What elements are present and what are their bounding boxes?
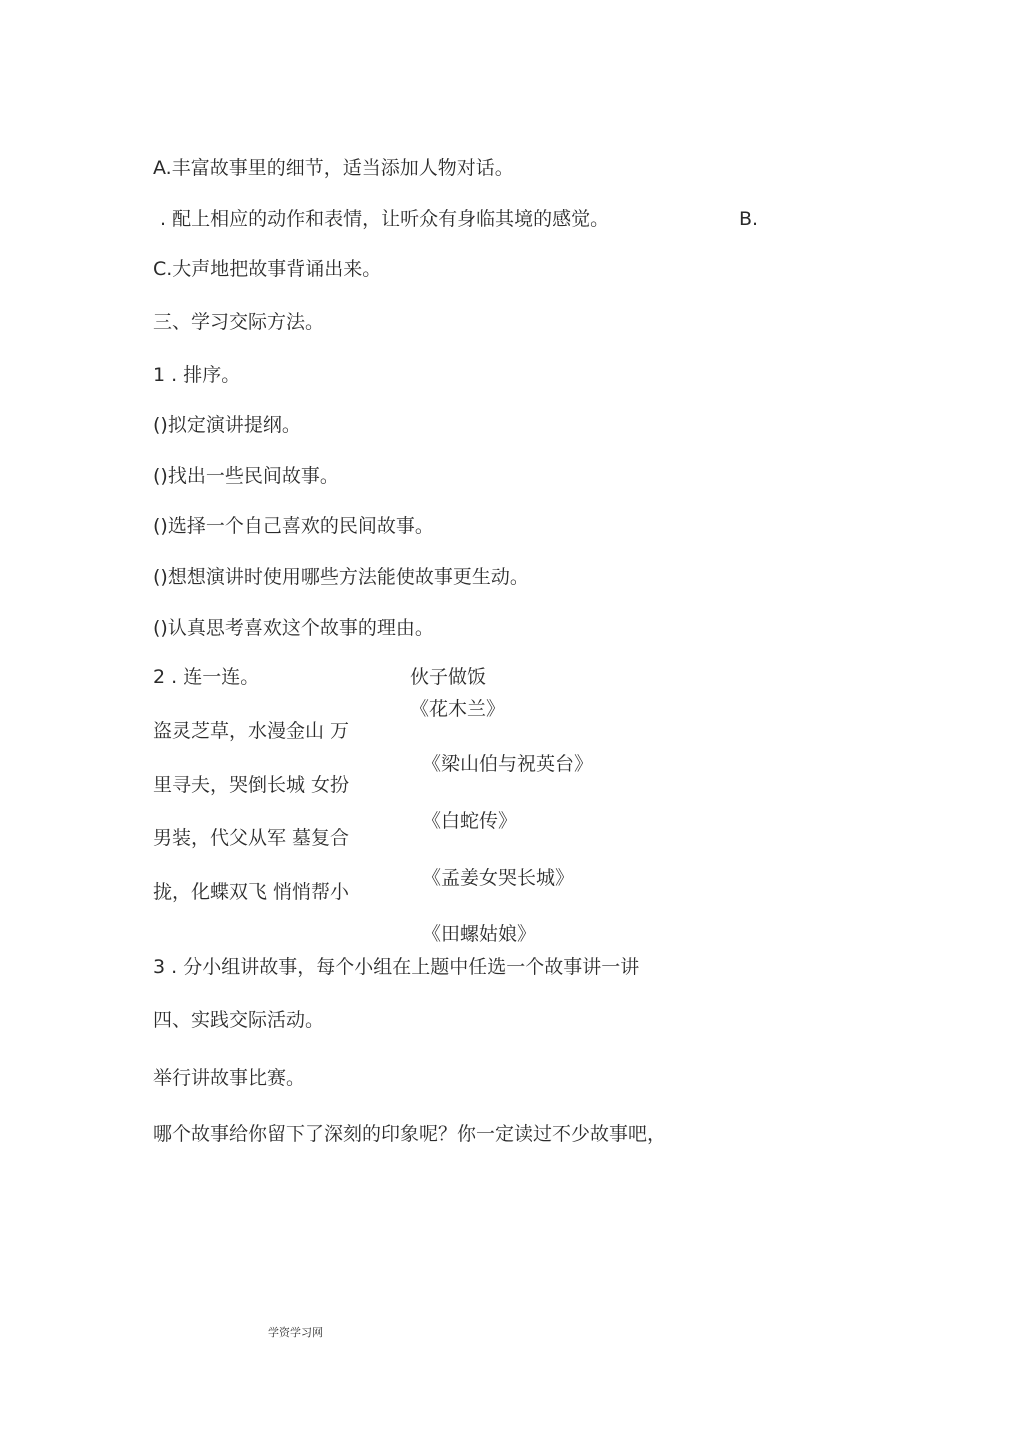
section4-heading: 四、实践交际活动。 (153, 1009, 325, 1031)
footer-label: 学资学习网 (268, 1326, 323, 1339)
sort-item-5: ()认真思考喜欢这个故事的理由。 (153, 617, 434, 639)
story-title-3: 《白蛇传》 (422, 810, 518, 832)
q2-title: 2 . 连一连。 (153, 666, 260, 688)
section4-line2: 哪个故事给你留下了深刻的印象呢？你一定读过不少故事吧， (153, 1123, 667, 1145)
section4-line1: 举行讲故事比赛。 (153, 1067, 306, 1089)
sort-item-3: ()选择一个自己喜欢的民间故事。 (153, 515, 434, 537)
q3: 3 . 分小组讲故事，每个小组在上题中任选一个故事讲一讲 (153, 956, 640, 978)
story-desc-4: 拢，化蝶双飞 悄悄帮小 (153, 881, 350, 903)
q1-title: 1 . 排序。 (153, 364, 241, 386)
sort-item-4: ()想想演讲时使用哪些方法能使故事更生动。 (153, 566, 529, 588)
story-desc-2: 里寻夫，哭倒长城 女扮 (153, 774, 350, 796)
option-a: A.丰富故事里的细节，适当添加人物对话。 (153, 157, 514, 179)
story-title-1: 《花木兰》 (410, 698, 506, 720)
sort-item-2: ()找出一些民间故事。 (153, 465, 339, 487)
story-title-4: 《孟姜女哭长城》 (422, 867, 575, 889)
story-title-2: 《梁山伯与祝英台》 (422, 753, 594, 775)
option-b-letter: B. (739, 208, 759, 230)
option-b-text: . 配上相应的动作和表情，让听众有身临其境的感觉。 (160, 208, 610, 230)
q2-right-top: 伙子做饭 (410, 666, 487, 688)
sort-item-1: ()拟定演讲提纲。 (153, 414, 301, 436)
option-c: C.大声地把故事背诵出来。 (153, 258, 382, 280)
section3-heading: 三、学习交际方法。 (153, 311, 325, 333)
story-title-5: 《田螺姑娘》 (422, 923, 537, 945)
story-desc-1: 盗灵芝草，水漫金山 万 (153, 720, 350, 742)
story-desc-3: 男装，代父从军 墓复合 (153, 827, 350, 849)
